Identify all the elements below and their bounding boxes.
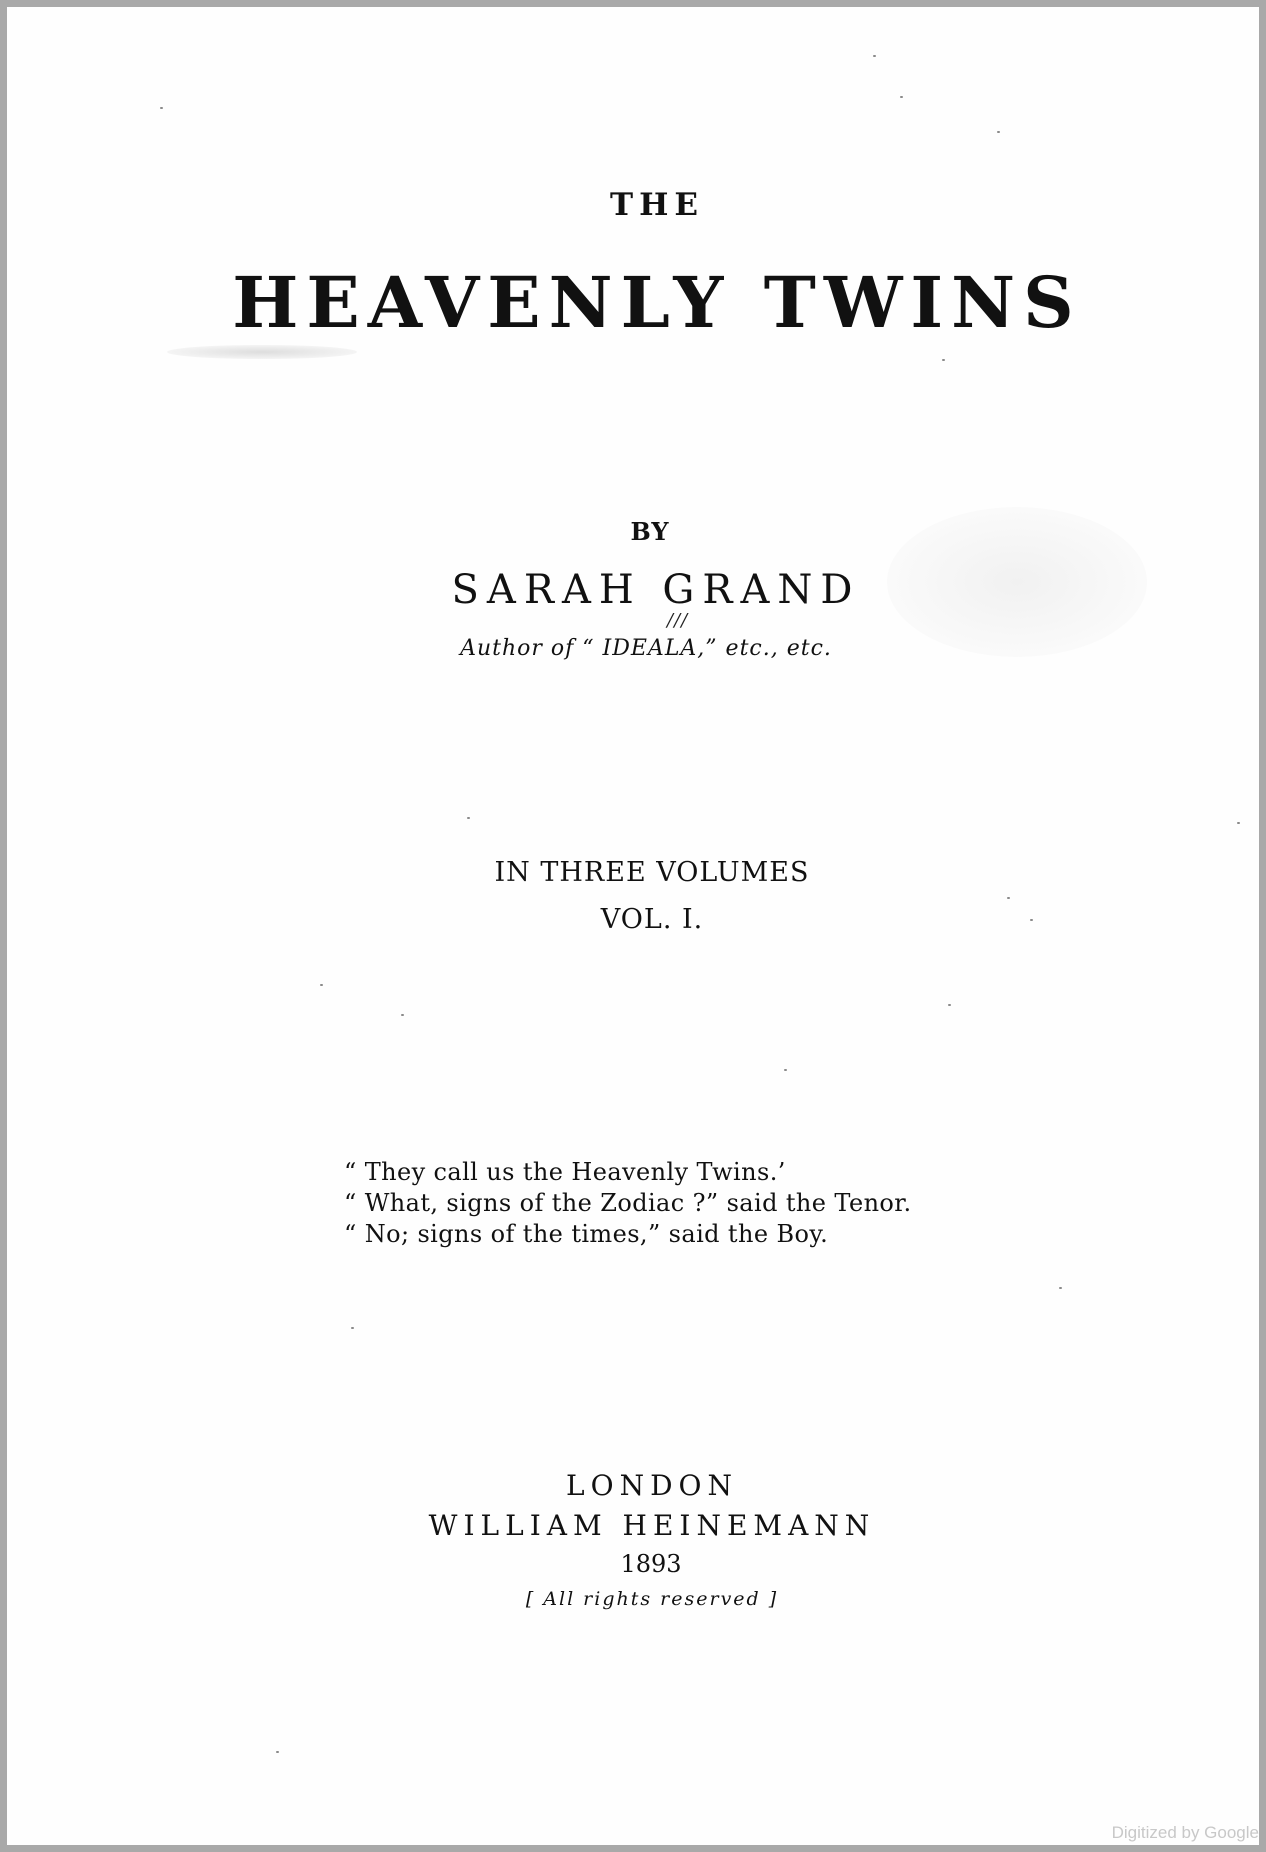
title-small: THE (610, 187, 704, 223)
paper-speck (467, 817, 470, 819)
paper-speck (942, 359, 945, 361)
paper-speck (1007, 897, 1010, 899)
paper-speck (1030, 919, 1033, 921)
epigraph-line: “ No; signs of the times,” said the Boy. (344, 1220, 829, 1248)
paper-speck (1237, 822, 1240, 824)
paper-speck (900, 96, 903, 98)
rights-notice: [ All rights reserved ] (525, 1588, 779, 1610)
imprint-year: 1893 (620, 1550, 682, 1578)
epigraph (344, 1157, 912, 1250)
author-name: SARAH GRAND (451, 567, 861, 613)
title-page (7, 7, 1259, 1845)
volumes-label: IN THREE VOLUMES (494, 857, 810, 888)
ink-smudge (167, 345, 357, 359)
author-note: Author of “ IDEALA,” etc., etc. (460, 636, 832, 661)
epigraph-line: “ They call us the Heavenly Twins.’ (344, 1158, 786, 1186)
paper-speck (320, 984, 323, 986)
paper-speck (160, 107, 163, 109)
digitization-watermark: Digitized by Google (1111, 1823, 1259, 1842)
paper-speck (276, 1751, 279, 1753)
paper-speck (1059, 1287, 1062, 1289)
epigraph-line: “ What, signs of the Zodiac ?” said the Tenor. (344, 1189, 912, 1217)
paper-speck (784, 1069, 787, 1071)
handwritten-mark: /// (667, 610, 689, 631)
by-label: BY (630, 517, 670, 546)
paper-speck (997, 131, 1000, 133)
imprint-city: LONDON (566, 1469, 738, 1502)
paper-speck (401, 1014, 404, 1016)
book-title: HEAVENLY TWINS (232, 261, 1082, 344)
volume-number: VOL. I. (600, 904, 704, 935)
paper-speck (351, 1327, 354, 1329)
paper-speck (948, 1004, 951, 1006)
imprint-publisher: WILLIAM HEINEMANN (428, 1509, 876, 1542)
paper-speck (873, 55, 876, 57)
